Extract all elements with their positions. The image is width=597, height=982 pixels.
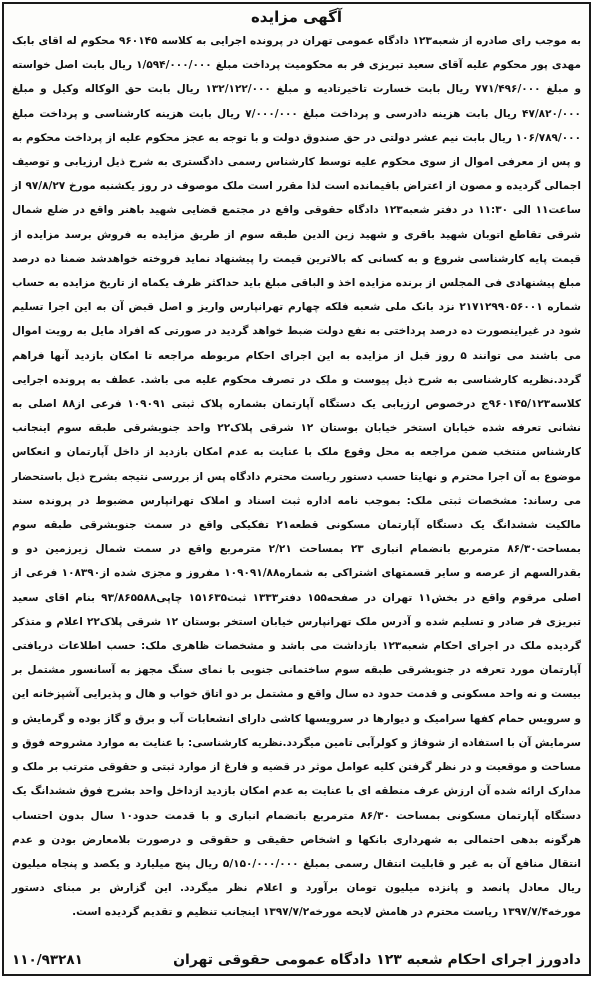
signature-line: دادورز اجرای احکام شعبه ۱۲۳ دادگاه عمومی حقوقی تهران <box>173 952 581 968</box>
notice-code: ۱۱۰/۹۳۲۸۱ <box>12 952 83 968</box>
notice-footer <box>12 950 581 970</box>
auction-notice <box>2 2 591 976</box>
notice-title: آگهی مزایده <box>250 8 343 26</box>
notice-body: به موجب رای صادره از شعبه۱۲۳ دادگاه عمومی تهران در پرونده اجرایی به کلاسه ۹۶۰۱۴۵ محکوم له اقای بابک مهدی پور محکوم علیه آقای سعید تبریزی فر به محکومیت پرداخت مبلغ ۱/۵۹۴/۰۰۰/۰۰۰ ریال بابت اصل خواسته و مبلغ ۷۷۱/۴۹۶/۰۰۰ ریال بابت خسارت تاخیرتادیه و مبلغ ۱۳۲/۱۲۲/۰۰۰ ریال بابت حق الوکاله وکیل و مبلغ ۴۷/۸۲۰/۰۰۰ ریال بابت هزینه دادرسی و پرداخت مبلغ ۷/۰۰۰/۰۰۰ ریال بابت هزینه کارشناسی و پرداخت مبلغ ۱۰۶/۷۸۹/۰۰۰ ریال بابت نیم عشر دولتی در حق صندوق دولت و با توجه به عجز محکوم علیه از پرداخت محکوم به و پس از معرفی اموال از سوی محکوم علیه توسط کارشناس رسمی دادگستری به شرح ذیل ارزیابی و توصیف اجمالی گردیده و مصون از اعتراض باقیمانده است لذا مقرر است ملک موصوف در روز یکشنبه مورخ ۹۷/۸/۲۷ از ساعت۱۱ الی ۱۱:۳۰ در دفتر شعبه۱۲۳ دادگاه حقوقی واقع در مجتمع قضایی شهید باهنر واقع در ضلع شمال شرقی تقاطع اتوبان شهید باقری و شهید زین الدین طبقه سوم از طریق مزایده به فروش برسد مزایده از قیمت پایه کارشناسی شروع و به کسانی که بالاترین قیمت را پیشنهاد نماید فروخته خواهدشد ضمنا ده درصد مبلغ پیشنهادی فی المجلس از برنده مزایده اخذ و الباقی مبلغ باید حداکثر ظرف یکماه از تاریخ مزایده به حساب شماره ۲۱۷۱۲۹۹۰۵۶۰۰۱ نزد بانک ملی شعبه فلکه چهارم تهرانپارس واریز و اصل قبض آن به این اجرا تسلیم شود در غیراینصورت ده درصد پرداختی به نفع دولت ضبط خواهد گردید در صورتی که افراد مایل به رویت اموال می باشند می توانند ۵ روز قبل از مزایده به این اجرای احکام مربوطه مراجعه تا امکان بازدید آنها فراهم گردد.نظریه کارشناسی به شرح ذیل پیوست و ملک در تصرف محکوم علیه می باشد. عطف به پرونده اجرایی کلاسه۹۶۰۱۴۵/۱۲۳ج درخصوص ارزیابی یک دستگاه آپارتمان بشماره پلاک ثبتی ۱۰۹۰۹۱ فرعی از۸۸ اصلی به نشانی تعرفه شده خیابان استخر خیابان بوستان ۱۲ شرقی پلاک۲۲ واحد جنوبشرقی طبقه سوم اینجانب کارشناس منتخب ضمن مراجعه به محل وقوع ملک با عنایت به عدم امکان بازدید از داخل آپارتمان و انعکاس موضوع به آن اجرا محترم و نهایتا حسب دستور ریاست محترم دادگاه پس از بررسی نتیجه بشرح ذیل باستحضار می رساند: مشخصات ثبتی ملک: بموجب نامه اداره ثبت اسناد و املاک تهرانپارس مضبوط در پرونده سند مالکیت ششدانگ یک دستگاه آپارتمان مسکونی قطعه۲۱ تفکیکی واقع در سمت جنوبشرقی طبقه سوم بمساحت۸۶/۳۰ مترمربع بانضمام انباری ۲۳ بمساحت ۲/۲۱ مترمربع واقع در سمت شمال زیرزمین دو و بقدرالسهم از عرصه و سایر قسمتهای اشتراکی به شماره۱۰۹۰۹۱/۸۸ مفروز و مجزی شده از۱۰۸۳۹۰ فرعی از اصلی مرقوم واقع در بخش۱۱ تهران در صفحه۱۵۵ دفتر۱۳۳۳ ثبت۱۵۱۶۳۵ چاپی۹۳/۸۶۵۵۸۸ بنام اقای سعید تبریزی فر صادر و تسلیم شده و آدرس ملک تهرانپارس خیابان استخر بوستان ۱۲ شرقی پلاک۲۲ اعلام و متذکر گردیده ملک در اجرای احکام شعبه۱۲۳ بازداشت می باشد و مشخصات ظاهری ملک: حسب اطلاعات دریافتی آپارتمان مورد تعرفه در جنوبشرقی طبقه سوم ساختمانی جنوبی با نمای سنگ مجهز به آسانسور مشتمل بر بیست و نه واحد مسکونی و قدمت حدود ده سال واقع و مشتمل بر دو اتاق خواب و هال و پذیرایی آشپزخانه این و سرویس حمام کفها سرامیک و دیوارها در سرویسها کاشی دارای انشعابات آب و برق و گاز بوده و گرمایش و سرمایش آن با استفاده از شوفاژ و کولرآبی تامین میگردد.نظریه کارشناسی: با عنایت به موارد مشروحه فوق و مساحت و موقعیت و در نظر گرفتن کلیه عوامل موثر در قضیه و فارغ از موارد ثبتی و حقوقی مترتب بر ملک و مدارک ارائه شده آن ارزش عرف منطقه ای با عنایت به عدم امکان بازدید ازداخل واحد بشرح فوق ششدانگ یک دستگاه آپارتمان مسکونی بمساحت ۸۶/۳۰ مترمربع بانضمام انباری و با قدمت حدود۱۰ سال بدون احتساب هرگونه بدهی احتمالی به شهرداری بانکها و اشخاص حقیقی و حقوقی و درصورت بلامعارض بودن و عدم انتقال منافع آن به غیر و قابلیت انتقال رسمی بمبلغ ۵/۱۵۰/۰۰۰/۰۰۰ ریال پنج میلیارد و یکصد و پنجاه میلیون ریال معادل پانصد و پانزده میلیون تومان برآورد و اعلام نظر میگردد. این گزارش بر مبنای دستور مورخه۱۳۹۷/۷/۴ ریاست محترم در هامش لایحه مورخه۱۳۹۷/۷/۲ اینجانب تنظیم و تقدیم گردیده است. <box>12 35 581 919</box>
